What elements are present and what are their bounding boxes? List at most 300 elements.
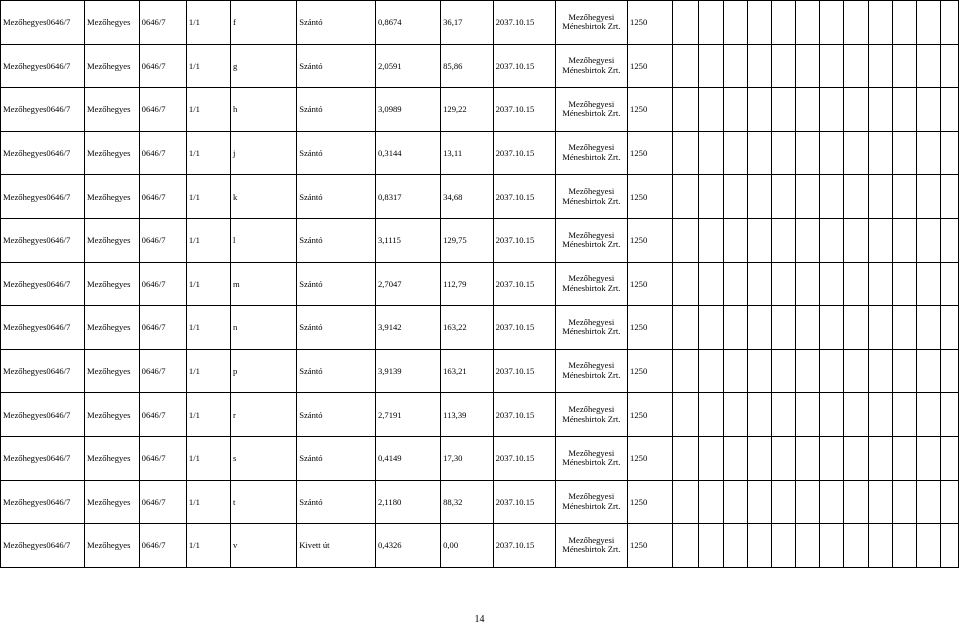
area-cell: 0,8317 [375,175,440,219]
empty-cell [796,88,820,132]
area-cell: 2,7047 [375,262,440,306]
empty-cell [699,524,723,568]
empty-cell [941,131,959,175]
ownership-share-cell: 1/1 [186,436,230,480]
empty-cell [747,480,771,524]
empty-cell [892,131,916,175]
empty-cell [699,393,723,437]
ownership-share-cell: 1/1 [186,524,230,568]
hrsz-cell: Mezőhegyes0646/7 [1,88,85,132]
empty-cell [673,480,699,524]
town-cell: Mezőhegyes [85,131,140,175]
code-cell: 1250 [628,436,673,480]
sub-parcel-cell: m [231,262,297,306]
empty-cell [673,524,699,568]
hrsz-cell: Mezőhegyes0646/7 [1,393,85,437]
value-cell: 36,17 [441,1,494,45]
empty-cell [892,436,916,480]
value-cell: 13,11 [441,131,494,175]
empty-cell [771,262,795,306]
empty-cell [941,44,959,88]
cultivation-cell: Szántó [297,175,376,219]
empty-cell [723,349,747,393]
empty-cell [844,262,868,306]
empty-cell [699,218,723,262]
code-cell: 1250 [628,524,673,568]
empty-cell [796,393,820,437]
empty-cell [892,88,916,132]
owner-company-line: Ménesbirtok Zrt. [562,152,621,163]
owner-name-line: Mezőhegyesi [568,11,615,22]
town-cell: Mezőhegyes [85,88,140,132]
empty-cell [771,480,795,524]
owner-name-line: Mezőhegyesi [568,186,615,197]
empty-cell [941,306,959,350]
owner-company-line: Ménesbirtok Zrt. [562,282,621,293]
owner-cell [555,349,627,393]
owner-cell [555,306,627,350]
empty-cell [723,393,747,437]
town-cell: Mezőhegyes [85,524,140,568]
empty-cell [723,131,747,175]
code-cell: 1250 [628,175,673,219]
empty-cell [916,1,940,45]
owner-company-line: Ménesbirtok Zrt. [562,21,621,32]
cultivation-cell: Szántó [297,436,376,480]
code-cell: 1250 [628,262,673,306]
cultivation-cell: Kivett út [297,524,376,568]
owner-cell [555,436,627,480]
cultivation-cell: Szántó [297,131,376,175]
code-cell: 1250 [628,349,673,393]
parcel-number-cell: 0646/7 [139,44,186,88]
empty-cell [747,393,771,437]
owner-company-line: Ménesbirtok Zrt. [562,500,621,511]
hrsz-cell: Mezőhegyes0646/7 [1,349,85,393]
town-cell: Mezőhegyes [85,393,140,437]
owner-name-line: Mezőhegyesi [568,229,615,240]
empty-cell [941,1,959,45]
hrsz-cell: Mezőhegyes0646/7 [1,436,85,480]
hrsz-cell: Mezőhegyes0646/7 [1,175,85,219]
empty-cell [747,349,771,393]
empty-cell [941,262,959,306]
code-cell: 1250 [628,1,673,45]
sub-parcel-cell: p [231,349,297,393]
empty-cell [941,349,959,393]
parcel-number-cell: 0646/7 [139,524,186,568]
table-row [1,131,959,175]
value-cell: 112,79 [441,262,494,306]
value-cell: 85,86 [441,44,494,88]
empty-cell [868,524,892,568]
empty-cell [796,131,820,175]
owner-cell [555,88,627,132]
empty-cell [723,480,747,524]
table-row [1,1,959,45]
empty-cell [796,1,820,45]
ownership-share-cell: 1/1 [186,306,230,350]
empty-cell [844,1,868,45]
owner-cell [555,1,627,45]
date-cell: 2037.10.15 [493,262,555,306]
owner-cell [555,44,627,88]
empty-cell [699,88,723,132]
owner-name-line: Mezőhegyesi [568,98,615,109]
empty-cell [796,436,820,480]
empty-cell [747,436,771,480]
empty-cell [844,349,868,393]
empty-cell [820,480,844,524]
empty-cell [673,349,699,393]
code-cell: 1250 [628,44,673,88]
owner-name-line: Mezőhegyesi [568,404,615,415]
area-cell: 2,7191 [375,393,440,437]
value-cell: 0,00 [441,524,494,568]
parcel-number-cell: 0646/7 [139,262,186,306]
owner-name-line: Mezőhegyesi [568,273,615,284]
empty-cell [699,480,723,524]
sub-parcel-cell: j [231,131,297,175]
owner-company-line: Ménesbirtok Zrt. [562,413,621,424]
empty-cell [868,1,892,45]
parcel-number-cell: 0646/7 [139,131,186,175]
empty-cell [844,306,868,350]
area-cell: 3,9142 [375,306,440,350]
empty-cell [941,175,959,219]
empty-cell [723,524,747,568]
empty-cell [673,306,699,350]
empty-cell [844,44,868,88]
area-cell: 2,0591 [375,44,440,88]
town-cell: Mezőhegyes [85,306,140,350]
town-cell: Mezőhegyes [85,262,140,306]
cultivation-cell: Szántó [297,393,376,437]
town-cell: Mezőhegyes [85,175,140,219]
empty-cell [796,262,820,306]
owner-name-line: Mezőhegyesi [568,360,615,371]
empty-cell [796,218,820,262]
ownership-share-cell: 1/1 [186,262,230,306]
date-cell: 2037.10.15 [493,393,555,437]
empty-cell [673,218,699,262]
empty-cell [796,44,820,88]
empty-cell [892,1,916,45]
empty-cell [941,218,959,262]
empty-cell [699,436,723,480]
empty-cell [771,44,795,88]
hrsz-cell: Mezőhegyes0646/7 [1,131,85,175]
empty-cell [916,436,940,480]
empty-cell [868,262,892,306]
code-cell: 1250 [628,88,673,132]
date-cell: 2037.10.15 [493,480,555,524]
cultivation-cell: Szántó [297,349,376,393]
sub-parcel-cell: f [231,1,297,45]
empty-cell [916,349,940,393]
owner-cell [555,524,627,568]
empty-cell [916,44,940,88]
empty-cell [771,88,795,132]
hrsz-cell: Mezőhegyes0646/7 [1,480,85,524]
area-cell: 3,1115 [375,218,440,262]
empty-cell [892,218,916,262]
hrsz-cell: Mezőhegyes0646/7 [1,524,85,568]
empty-cell [723,262,747,306]
empty-cell [868,88,892,132]
empty-cell [796,306,820,350]
empty-cell [916,262,940,306]
date-cell: 2037.10.15 [493,44,555,88]
empty-cell [892,480,916,524]
empty-cell [747,88,771,132]
empty-cell [723,218,747,262]
empty-cell [916,393,940,437]
owner-company-line: Ménesbirtok Zrt. [562,195,621,206]
empty-cell [771,524,795,568]
value-cell: 129,22 [441,88,494,132]
empty-cell [892,306,916,350]
empty-cell [916,218,940,262]
table-row [1,393,959,437]
empty-cell [747,262,771,306]
code-cell: 1250 [628,218,673,262]
empty-cell [820,262,844,306]
parcel-number-cell: 0646/7 [139,349,186,393]
value-cell: 163,22 [441,306,494,350]
ownership-share-cell: 1/1 [186,349,230,393]
table-row [1,44,959,88]
empty-cell [892,524,916,568]
empty-cell [844,480,868,524]
owner-company-line: Ménesbirtok Zrt. [562,108,621,119]
owner-name-line: Mezőhegyesi [568,534,615,545]
hrsz-cell: Mezőhegyes0646/7 [1,1,85,45]
owner-company-line: Ménesbirtok Zrt. [562,370,621,381]
cultivation-cell: Szántó [297,44,376,88]
empty-cell [796,349,820,393]
area-cell: 3,0989 [375,88,440,132]
owner-cell [555,218,627,262]
owner-cell [555,480,627,524]
sub-parcel-cell: s [231,436,297,480]
date-cell: 2037.10.15 [493,349,555,393]
area-cell: 0,3144 [375,131,440,175]
owner-company-line: Ménesbirtok Zrt. [562,239,621,250]
empty-cell [820,175,844,219]
table-row [1,306,959,350]
empty-cell [771,306,795,350]
table-row [1,349,959,393]
value-cell: 129,75 [441,218,494,262]
owner-name-line: Mezőhegyesi [568,491,615,502]
empty-cell [820,44,844,88]
empty-cell [820,393,844,437]
parcel-number-cell: 0646/7 [139,393,186,437]
ownership-share-cell: 1/1 [186,393,230,437]
cultivation-cell: Szántó [297,480,376,524]
empty-cell [796,524,820,568]
empty-cell [844,393,868,437]
empty-cell [771,175,795,219]
owner-name-line: Mezőhegyesi [568,142,615,153]
parcel-number-cell: 0646/7 [139,1,186,45]
empty-cell [916,480,940,524]
empty-cell [916,88,940,132]
ownership-share-cell: 1/1 [186,218,230,262]
empty-cell [868,349,892,393]
town-cell: Mezőhegyes [85,480,140,524]
empty-cell [941,436,959,480]
town-cell: Mezőhegyes [85,436,140,480]
empty-cell [868,480,892,524]
empty-cell [747,306,771,350]
empty-cell [673,436,699,480]
empty-cell [844,131,868,175]
town-cell: Mezőhegyes [85,44,140,88]
empty-cell [941,480,959,524]
empty-cell [844,175,868,219]
empty-cell [747,524,771,568]
ownership-share-cell: 1/1 [186,175,230,219]
ownership-share-cell: 1/1 [186,88,230,132]
empty-cell [820,436,844,480]
owner-cell [555,393,627,437]
sub-parcel-cell: n [231,306,297,350]
area-cell: 3,9139 [375,349,440,393]
value-cell: 163,21 [441,349,494,393]
empty-cell [673,88,699,132]
code-cell: 1250 [628,131,673,175]
empty-cell [868,44,892,88]
empty-cell [868,175,892,219]
cultivation-cell: Szántó [297,1,376,45]
empty-cell [868,131,892,175]
hrsz-cell: Mezőhegyes0646/7 [1,218,85,262]
owner-cell [555,175,627,219]
cultivation-cell: Szántó [297,306,376,350]
ownership-share-cell: 1/1 [186,1,230,45]
hrsz-cell: Mezőhegyes0646/7 [1,306,85,350]
empty-cell [673,44,699,88]
hrsz-cell: Mezőhegyes0646/7 [1,44,85,88]
empty-cell [723,436,747,480]
empty-cell [699,175,723,219]
empty-cell [673,1,699,45]
empty-cell [699,131,723,175]
date-cell: 2037.10.15 [493,524,555,568]
empty-cell [941,393,959,437]
empty-cell [771,218,795,262]
empty-cell [844,88,868,132]
area-cell: 0,4149 [375,436,440,480]
owner-cell [555,131,627,175]
empty-cell [673,393,699,437]
empty-cell [723,306,747,350]
empty-cell [771,349,795,393]
empty-cell [868,218,892,262]
owner-name-line: Mezőhegyesi [568,447,615,458]
empty-cell [868,393,892,437]
empty-cell [916,306,940,350]
empty-cell [916,175,940,219]
parcel-number-cell: 0646/7 [139,88,186,132]
empty-cell [771,131,795,175]
area-cell: 0,8674 [375,1,440,45]
empty-cell [941,524,959,568]
empty-cell [892,393,916,437]
empty-cell [844,436,868,480]
empty-cell [747,218,771,262]
owner-name-line: Mezőhegyesi [568,316,615,327]
empty-cell [771,393,795,437]
table-row [1,218,959,262]
parcel-number-cell: 0646/7 [139,306,186,350]
date-cell: 2037.10.15 [493,1,555,45]
sub-parcel-cell: h [231,88,297,132]
code-cell: 1250 [628,306,673,350]
empty-cell [868,436,892,480]
value-cell: 34,68 [441,175,494,219]
table-row [1,88,959,132]
parcel-number-cell: 0646/7 [139,218,186,262]
owner-company-line: Ménesbirtok Zrt. [562,326,621,337]
cultivation-cell: Szántó [297,218,376,262]
empty-cell [771,1,795,45]
code-cell: 1250 [628,480,673,524]
hrsz-cell: Mezőhegyes0646/7 [1,262,85,306]
empty-cell [868,306,892,350]
empty-cell [699,44,723,88]
empty-cell [916,131,940,175]
date-cell: 2037.10.15 [493,436,555,480]
empty-cell [844,218,868,262]
date-cell: 2037.10.15 [493,131,555,175]
parcel-number-cell: 0646/7 [139,480,186,524]
empty-cell [820,218,844,262]
empty-cell [771,436,795,480]
owner-company-line: Ménesbirtok Zrt. [562,64,621,75]
sub-parcel-cell: v [231,524,297,568]
town-cell: Mezőhegyes [85,1,140,45]
table-row [1,436,959,480]
empty-cell [820,88,844,132]
empty-cell [699,349,723,393]
empty-cell [820,524,844,568]
area-cell: 2,1180 [375,480,440,524]
empty-cell [820,349,844,393]
area-cell: 0,4326 [375,524,440,568]
empty-cell [723,175,747,219]
page-number: 14 [474,614,485,625]
empty-cell [699,262,723,306]
empty-cell [747,44,771,88]
empty-cell [747,175,771,219]
ownership-share-cell: 1/1 [186,131,230,175]
table-body [1,1,959,568]
empty-cell [892,349,916,393]
empty-cell [892,175,916,219]
empty-cell [916,524,940,568]
empty-cell [747,131,771,175]
empty-cell [941,88,959,132]
cultivation-cell: Szántó [297,88,376,132]
empty-cell [673,131,699,175]
empty-cell [820,131,844,175]
ownership-share-cell: 1/1 [186,44,230,88]
code-cell: 1250 [628,393,673,437]
town-cell: Mezőhegyes [85,349,140,393]
